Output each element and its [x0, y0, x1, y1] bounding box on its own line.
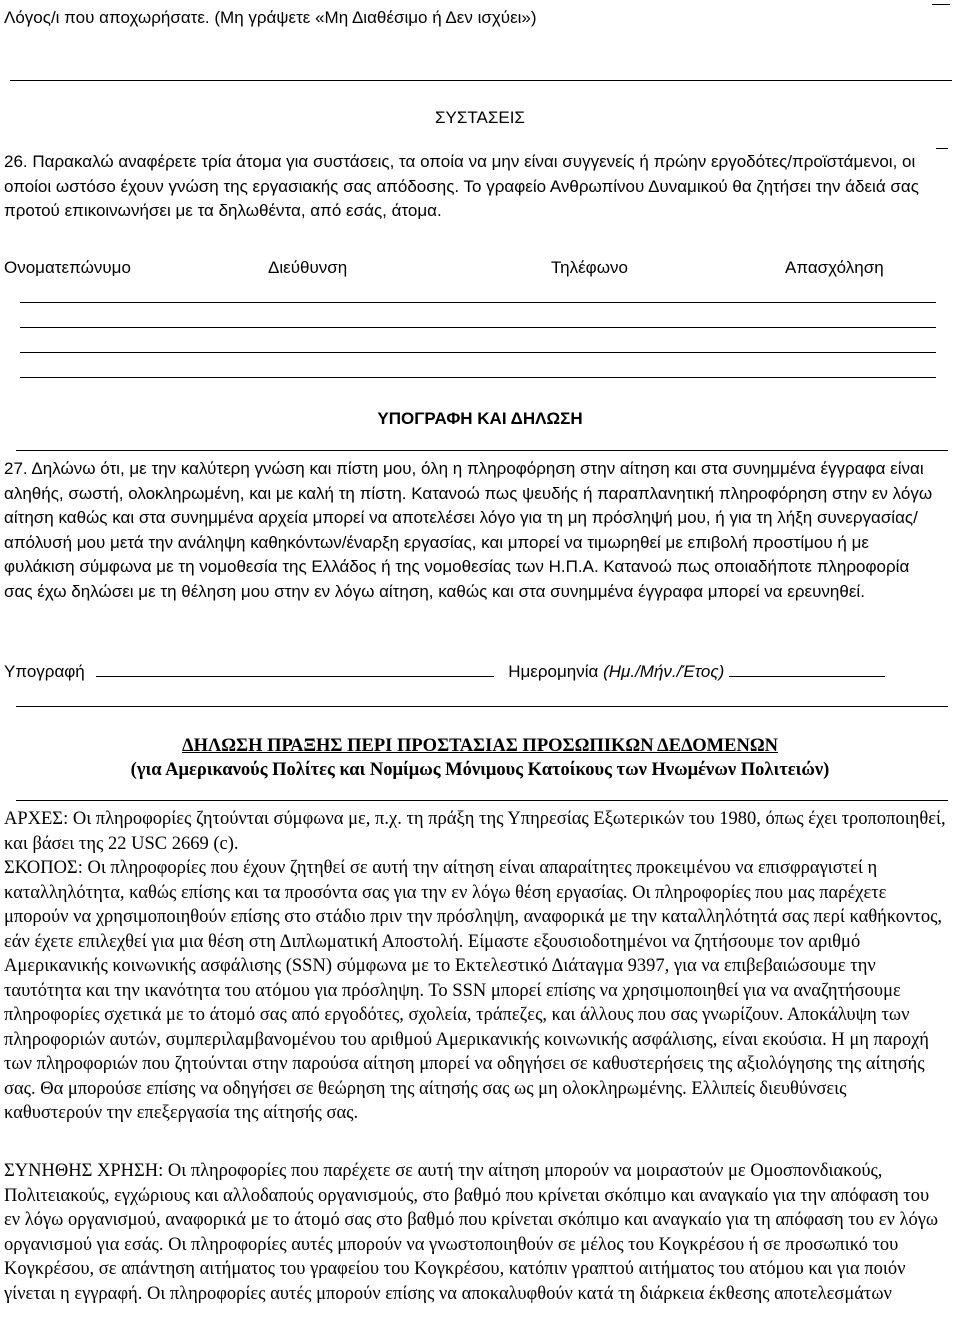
question-27: 27. Δηλώνω ότι, με την καλύτερη γνώση και πίστη μου, όλη η πληροφόρηση στην αίτηση και στα συνημμένα έγγραφα είναι αληθής, σωστή, ολοκληρωμένη, και με καλή τη πίστη. Κατανοώ πως ψευδής ή παραπλανητική πληροφόρηση στην εν λόγω αίτηση καθώς και στα συνημμένα αρχεία μπορεί να αποτελέσει λόγο για τη μη πρόσληψή μου, ή για τη λήξη συνεργασίας/απόλυσή μου μετά την ανάληψη καθηκόντων/έναρξη εργασίας, και μπορεί να τιμωρηθεί με επιβολή προστίμου ή με φυλάκιση σύμφωνα με τη νομοθεσία της Ελλάδος ή της νομοθεσίας των Η.Π.Α. Κατανοώ πως οποιαδήποτε πληροφορία σας έχω δηλώσει με τη θέληση μου στην εν λόγω αίτηση, καθώς και στα συνημμένα έγγραφα μπορεί να ερευνηθεί. — [4, 459, 933, 601]
signature-heading: ΥΠΟΓΡΑΦΗ ΚΑΙ ΔΗΛΩΣΗ — [377, 409, 583, 428]
date-format-hint: (Ημ./Μήν./Έτος) — [603, 662, 725, 681]
date-field[interactable] — [729, 658, 885, 677]
rule — [16, 800, 948, 801]
signature-label: Υπογραφή — [4, 662, 85, 681]
privacy-purpose: ΣΚΟΠΟΣ: Οι πληροφορίες που έχουν ζητηθεί σε αυτή την αίτηση είναι απαραίτητες προκειμένου να επισφραγιστεί η καταλληλότητα, καθώς επίσης και τα προσόντα σας για την εν λόγω θέση εργασίας. Οι πληροφορίες που μας παρέχετε μπορούν να χρησιμοποιηθούν επίσης στο στάδιο πριν την πρόσληψη, αναφορικά με την καταλληλότητά σας περί καθήκοντος, εάν έχετε επιλεχθεί για μια θέση στη Διπλωματική Αποστολή. Είμαστε εξουσιοδοτημένοι να ζητήσουμε τον αριθμό Αμερικανικής κοινωνικής ασφάλισης (SSN) σύμφωνα με το Εκτελεστικό Διάταγμα 9397, για να επιβεβαιώσουμε την ταυτότητα και την ικανότητα του ατόμου για πρόσληψη. Το SSN μπορεί επίσης να χρησιμοποιηθεί για να αναζητήσουμε πληροφορίες σχετικά με το άτομό σας από εργοδότες, σχολεία, τράπεζες, και άλλους που σας γνωρίζουν. Αποκάλυψη των πληροφοριών αυτών, συμπεριλαμβανομένου του αριθμού Αμερικανικής κοινωνικής ασφάλισης, είναι εκούσια. Η μη παροχή των πληροφοριών που ζητούνται στην παρούσα αίτηση μπορεί να οδηγήσει σε καθυστερήσεις της αξιολόγησης της αίτησής σας. Θα μπορούσε επίσης να οδηγήσει σε θεώρηση της αίτησής σας ως μη ολοκληρωμένης. Ελλιπείς διευθύνσεις καθυστερούν την επεξεργασία της αίτησής σας. — [4, 858, 943, 1123]
rule — [16, 450, 948, 451]
departure-reason-label: Λόγος/ι που αποχωρήσατε. (Μη γράψετε «Μη Διαθέσιμο ή Δεν ισχύει») — [4, 8, 537, 27]
privacy-authority: ΑΡΧΕΣ: Οι πληροφορίες ζητούνται σύμφωνα με, π.χ. τη πράξη της Υπηρεσίας Εξωτερικών του 1980, όπως έχει τροποποιηθεί, και βάσει της 22 USC 2669 (c). — [4, 809, 946, 854]
privacy-routine-use: ΣΥΝΗΘΗΣ ΧΡΗΣΗ: Οι πληροφορίες που παρέχετε σε αυτή την αίτηση μπορούν να μοιραστούν με Ομοσπονδιακούς, Πολιτειακούς, εγχώριους και αλλοδαπούς οργανισμούς, στο βαθμό που κρίνεται σκόπιμο και αναγκαίο για την απόφαση του εν λόγω οργανισμού, αναφορικά με το άτομό σας στο βαθμό που κρίνεται σκόπιμο και αναγκαίο για τη απόφαση του εν λόγω οργανισμού για εσάς. Οι πληροφορίες αυτές μπορούν να γνωστοποιηθούν σε μέλος του Κογκρέσου ή σε προσωπικό του Κογκρέσου, σε απάντηση αιτήματος του γραφείου του Κογκρέσου, κατόπιν γραπτού αιτήματος του ατόμου και για ποιόν γίνεται η εγγραφή. Οι πληροφορίες αυτές μπορούν επίσης να αποκαλυφθούν κατά τη διάρκεια έκθεσης αποτελεσμάτων — [4, 1161, 939, 1304]
departure-reason-field[interactable] — [10, 80, 952, 81]
reference-row-1-field[interactable] — [20, 302, 936, 303]
reference-row-2-field[interactable] — [20, 327, 936, 328]
reference-row-3-field[interactable] — [20, 352, 936, 353]
column-phone: Τηλέφωνο — [551, 258, 628, 277]
column-occupation: Απασχόληση — [785, 258, 884, 277]
column-name: Ονοματεπώνυμο — [4, 258, 131, 277]
rule — [936, 148, 948, 149]
rule — [16, 706, 948, 707]
privacy-title: ΔΗΛΩΣΗ ΠΡΑΞΗΣ ΠΕΡΙ ΠΡΟΣΤΑΣΙΑΣ ΠΡΟΣΩΠΙΚΩΝ ΔΕΔΟΜΕΝΩΝ — [181, 736, 779, 756]
privacy-subtitle: (για Αμερικανούς Πολίτες και Νομίμως Μόνιμους Κατοίκους των Ηνωμένων Πολιτειών) — [130, 760, 830, 780]
reference-row-4-field[interactable] — [20, 377, 936, 378]
signature-field[interactable] — [96, 658, 494, 677]
references-heading: ΣΥΣΤΑΣΕΙΣ — [435, 108, 525, 127]
rule — [932, 4, 950, 5]
date-label: Ημερομηνία — [508, 662, 599, 681]
question-26: 26. Παρακαλώ αναφέρετε τρία άτομα για συστάσεις, τα οποία να μην είναι συγγενείς ή πρώην εργοδότες/προϊστάμενοι, οι οποίοι ωστόσο έχουν γνώση της εργασιακής σας απόδοσης. Το γραφείο Ανθρωπίνου Δυναμικού θα ζητήσει την άδειά σας προτού επικοινωνήσει με τα δηλωθέντα, από εσάς, άτομα. — [4, 152, 919, 220]
column-address: Διεύθυνση — [268, 258, 348, 277]
signature-date-row — [4, 658, 952, 685]
